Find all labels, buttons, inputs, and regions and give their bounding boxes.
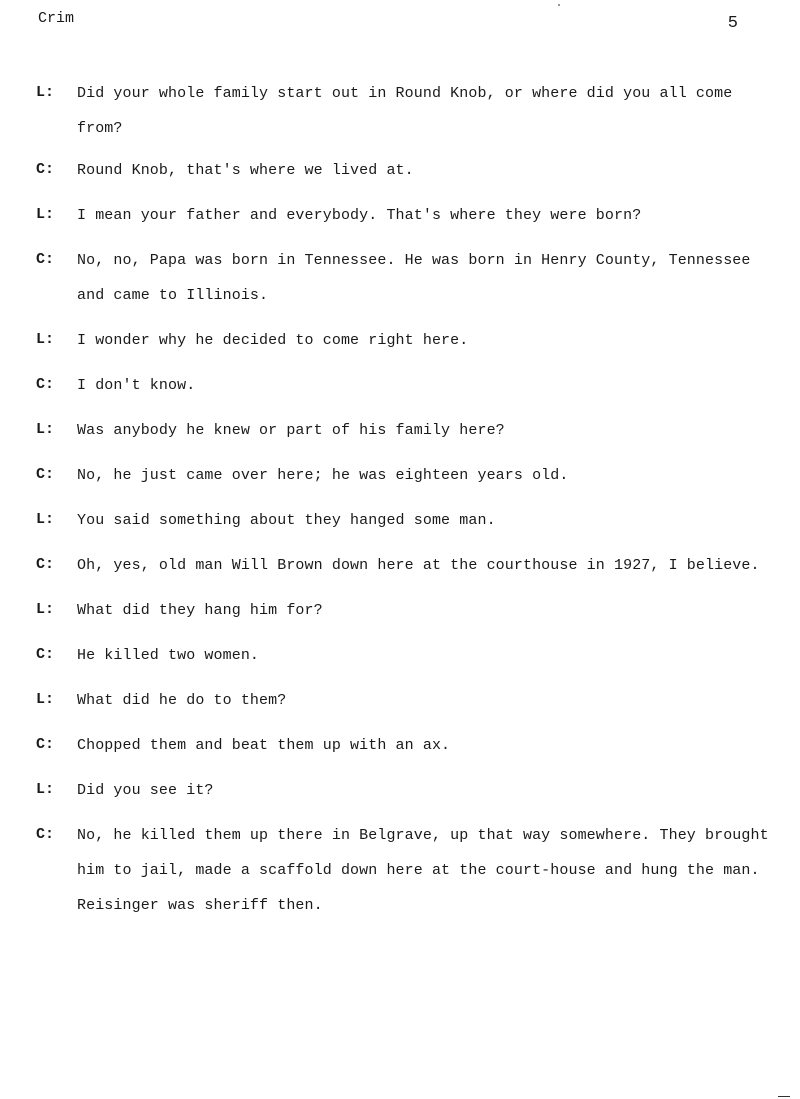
dialogue-turn [36, 601, 776, 628]
speaker-label: L: [36, 84, 55, 101]
speaker-label: C: [36, 161, 55, 178]
speech-text: No, he killed them up there in Belgrave, up that way somewhere. They brought him to jail, made a scaffold down here at the court-house and hung the man. Reisinger was sheriff then. [77, 827, 769, 914]
speaker-label: L: [36, 421, 55, 438]
speech-text: I wonder why he decided to come right here. [77, 332, 469, 349]
dialogue-turn [36, 251, 776, 313]
speech-text: You said something about they hanged some man. [77, 512, 496, 529]
page-number: 5 [727, 14, 738, 33]
dialogue-turn [36, 84, 776, 146]
speech-text: Did you see it? [77, 782, 214, 799]
transcript [36, 84, 776, 941]
speech-text: Did your whole family start out in Round Knob, or where did you all come from? [77, 85, 733, 137]
dialogue-turn [36, 736, 776, 763]
dialogue-turn [36, 331, 776, 358]
dialogue-turn [36, 421, 776, 448]
dialogue-turn [36, 206, 776, 233]
interviewee-name: Crim [38, 10, 75, 27]
speech-text: What did he do to them? [77, 692, 287, 709]
speaker-label: C: [36, 376, 55, 393]
dialogue-turn [36, 691, 776, 718]
speech-text: No, no, Papa was born in Tennessee. He was born in Henry County, Tennessee and came to Illinois. [77, 252, 751, 304]
dialogue-turn [36, 466, 776, 493]
scan-speck [558, 4, 560, 6]
page-header [38, 10, 738, 34]
speaker-label: C: [36, 251, 55, 268]
speaker-label: L: [36, 206, 55, 223]
speaker-label: L: [36, 691, 55, 708]
speech-text: I mean your father and everybody. That's where they were born? [77, 207, 642, 224]
speaker-label: C: [36, 736, 55, 753]
dialogue-turn [36, 781, 776, 808]
speech-text: Chopped them and beat them up with an ax. [77, 737, 451, 754]
speaker-label: L: [36, 511, 55, 528]
speaker-label: C: [36, 466, 55, 483]
speaker-label: C: [36, 556, 55, 573]
speaker-label: C: [36, 826, 55, 843]
margin-mark [778, 1096, 790, 1097]
dialogue-turn [36, 556, 776, 583]
dialogue-turn [36, 511, 776, 538]
dialogue-turn [36, 376, 776, 403]
speech-text: Round Knob, that's where we lived at. [77, 162, 414, 179]
speech-text: What did they hang him for? [77, 602, 323, 619]
speaker-label: L: [36, 781, 55, 798]
speaker-label: L: [36, 331, 55, 348]
speaker-label: C: [36, 646, 55, 663]
speech-text: Was anybody he knew or part of his family here? [77, 422, 505, 439]
dialogue-turn [36, 826, 776, 923]
speech-text: Oh, yes, old man Will Brown down here at the courthouse in 1927, I believe. [77, 557, 760, 574]
dialogue-turn [36, 646, 776, 673]
dialogue-turn [36, 161, 776, 188]
speech-text: He killed two women. [77, 647, 260, 664]
speaker-label: L: [36, 601, 55, 618]
speech-text: I don't know. [77, 377, 196, 394]
speech-text: No, he just came over here; he was eighteen years old. [77, 467, 569, 484]
